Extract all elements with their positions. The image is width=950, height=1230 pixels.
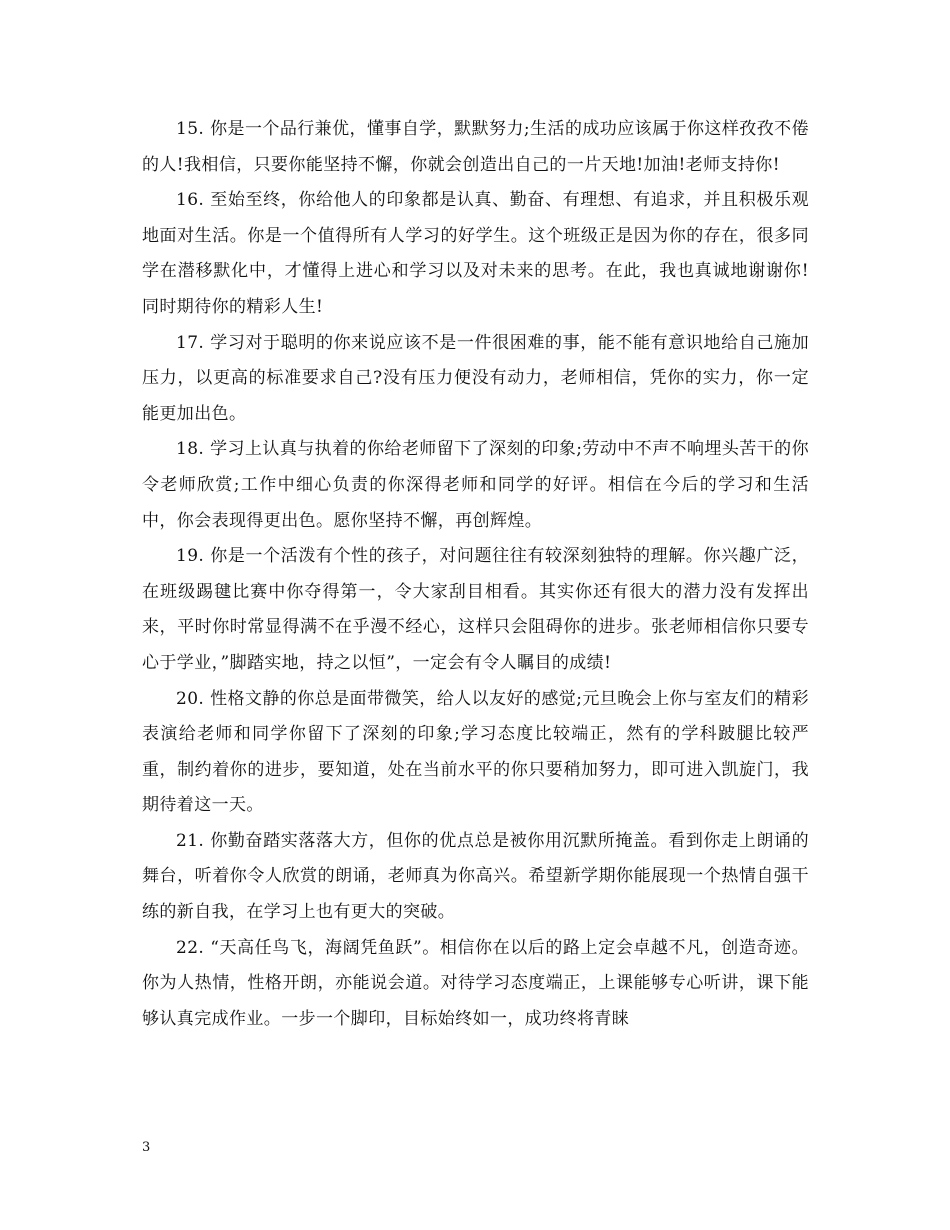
paragraph-19: 19. 你是一个活泼有个性的孩子，对问题往往有较深刻独特的理解。你兴趣广泛，在班级踢毽比赛中你夺得第一，令大家刮目相看。其实你还有很大的潜力没有发挥出来，平时你时常显得满不在乎漫不经心，这样只会阻碍你的进步。张老师相信你只要专心于学业，”脚踏实地，持之以恒”，一定会有令人瞩目的成绩! <box>142 546 809 673</box>
document-body <box>142 112 809 1037</box>
paragraph-16: 16. 至始至终，你给他人的印象都是认真、勤奋、有理想、有追求，并且积极乐观地面对生活。你是一个值得所有人学习的好学生。这个班级正是因为你的存在，很多同学在潜移默化中，才懂得上进心和学习以及对未来的思考。在此，我也真诚地谢谢你!同时期待你的精彩人生! <box>142 190 809 317</box>
paragraph-20: 20. 性格文静的你总是面带微笑，给人以友好的感觉;元旦晚会上你与室友们的精彩表演给老师和同学你留下了深刻的印象;学习态度比较端正，然有的学科跛腿比较严重，制约着你的进步，要知道，处在当前水平的你只要稍加努力，即可进入凯旋门，我期待着这一天。 <box>142 688 809 816</box>
paragraph-18: 18. 学习上认真与执着的你给老师留下了深刻的印象;劳动中不声不响埋头苦干的你令老师欣赏;工作中细心负责的你深得老师和同学的好评。相信在今后的学习和生活中，你会表现得更出色。愿你坚持不懈，再创辉煌。 <box>142 439 809 531</box>
paragraph-21: 21. 你勤奋踏实落落大方，但你的优点总是被你用沉默所掩盖。看到你走上朗诵的舞台，听着你令人欣赏的朗诵，老师真为你高兴。希望新学期你能展现一个热情自强干练的新自我，在学习上也有更大的突破。 <box>142 830 809 923</box>
paragraph-22: 22. “天高任鸟飞，海阔凭鱼跃”。相信你在以后的路上定会卓越不凡，创造奇迹。你为人热情，性格开朗，亦能说会道。对待学习态度端正，上课能够专心听讲，课下能够认真完成作业。一步一个脚印，目标始终如一，成功终将青睐 <box>142 937 809 1029</box>
paragraph-17: 17. 学习对于聪明的你来说应该不是一件很困难的事，能不能有意识地给自己施加压力，以更高的标准要求自己?没有压力便没有动力，老师相信，凭你的实力，你一定能更加出色。 <box>142 332 809 424</box>
page-number: 3 <box>142 1140 151 1155</box>
paragraph-15: 15. 你是一个品行兼优，懂事自学，默默努力;生活的成功应该属于你这样孜孜不倦的人!我相信，只要你能坚持不懈，你就会创造出自己的一片天地!加油!老师支持你! <box>142 119 809 175</box>
